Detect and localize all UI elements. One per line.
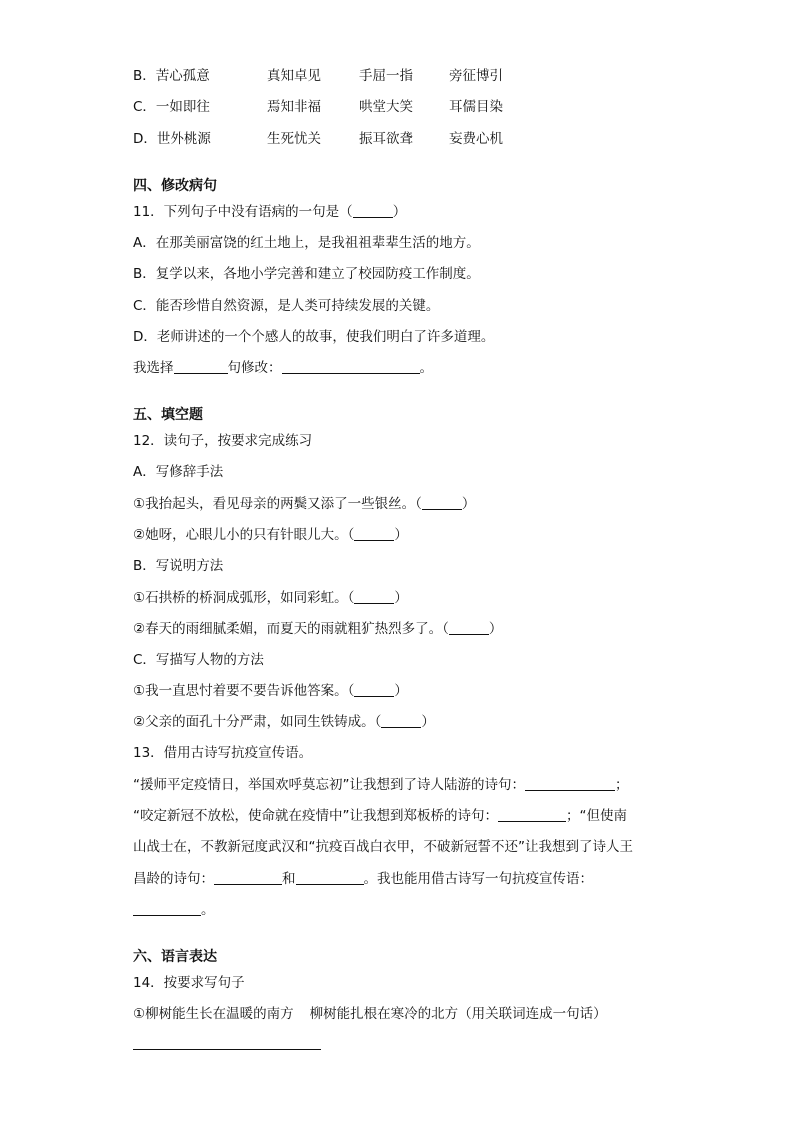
option-word: 振耳欲聋 xyxy=(359,131,413,147)
section-heading-4: 四、修改病句 xyxy=(133,178,217,194)
q11-answer-line: 我选择 句修改： 。 xyxy=(133,360,433,376)
answer-blank[interactable] xyxy=(133,901,201,916)
option-label: D．世外桃源 xyxy=(133,131,211,147)
answer-blank[interactable] xyxy=(282,359,420,374)
q12-b2: ②春天的雨细腻柔媚，而夏天的雨就粗犷热烈多了。（ ） xyxy=(133,621,503,637)
answer-blank[interactable] xyxy=(354,682,394,697)
q13-line-4: 昌龄的诗句： 和 。我也能用借古诗写一句抗疫宣传语： xyxy=(133,871,593,887)
q11-option-a: A．在那美丽富饶的红土地上，是我祖祖辈辈生活的地方。 xyxy=(133,235,480,251)
answer-blank[interactable] xyxy=(174,359,228,374)
answer-line[interactable] xyxy=(133,1049,321,1050)
option-label: C．一如即往 xyxy=(133,99,210,115)
option-word: 耳儒目染 xyxy=(449,99,503,115)
question-13-stem: 13．借用古诗写抗疫宣传语。 xyxy=(133,745,313,761)
section-heading-6: 六、语言表达 xyxy=(133,949,217,965)
answer-blank[interactable] xyxy=(214,870,282,885)
option-word: 哄堂大笑 xyxy=(359,99,413,115)
question-11-stem: 11．下列句子中没有语病的一句是（ ） xyxy=(133,204,407,220)
q11-option-b: B．复学以来，各地小学完善和建立了校园防疫工作制度。 xyxy=(133,266,480,282)
q12-part-b-title: B．写说明方法 xyxy=(133,558,224,574)
q12-c2: ②父亲的面孔十分严肃，如同生铁铸成。（ ） xyxy=(133,714,435,730)
answer-blank[interactable] xyxy=(498,807,566,822)
q11-option-d: D．老师讲述的一个个感人的故事，使我们明白了许多道理。 xyxy=(133,329,495,345)
option-word: 焉知非福 xyxy=(267,99,321,115)
option-word: 生死忧关 xyxy=(267,131,321,147)
option-word: 手屈一指 xyxy=(359,68,413,84)
q12-part-c-title: C．写描写人物的方法 xyxy=(133,652,264,668)
q13-line-2: “咬定新冠不放松，使命就在疫情中”让我想到郑板桥的诗句： ；“但使南 xyxy=(133,808,627,824)
q13-line-5: 。 xyxy=(133,900,215,920)
answer-blank[interactable] xyxy=(354,526,394,541)
answer-blank[interactable] xyxy=(381,713,421,728)
q12-c1: ①我一直思忖着要不要告诉他答案。（ ） xyxy=(133,683,408,699)
q12-a2: ②她呀，心眼儿小的只有针眼儿大。（ ） xyxy=(133,527,408,543)
q13-line-3: 山战士在，不教新冠度武汉和“抗疫百战白衣甲，不破新冠誓不还”让我想到了诗人王 xyxy=(133,839,633,855)
q12-a1: ①我抬起头，看见母亲的两鬓又添了一些银丝。（ ） xyxy=(133,496,476,512)
q13-line-1: “援师平定疫情日，举国欢呼莫忘初”让我想到了诗人陆游的诗句： ； xyxy=(133,777,629,793)
q14-item-1: ①柳树能生长在温暖的南方 柳树能扎根在寒冷的北方（用关联词连成一句话） xyxy=(133,1006,607,1022)
answer-blank[interactable] xyxy=(354,589,394,604)
answer-blank[interactable] xyxy=(422,495,462,510)
q11-option-c: C．能否珍惜自然资源，是人类可持续发展的关键。 xyxy=(133,298,440,314)
option-label: B．苦心孤意 xyxy=(133,68,210,84)
q12-part-a-title: A．写修辞手法 xyxy=(133,464,224,480)
option-word: 妄费心机 xyxy=(449,131,503,147)
option-word: 旁征博引 xyxy=(449,68,503,84)
answer-blank[interactable] xyxy=(525,776,615,791)
answer-blank[interactable] xyxy=(353,203,393,218)
question-14-stem: 14．按要求写句子 xyxy=(133,975,245,991)
answer-blank[interactable] xyxy=(449,620,489,635)
section-heading-5: 五、填空题 xyxy=(133,407,203,423)
question-12-stem: 12．读句子，按要求完成练习 xyxy=(133,433,313,449)
q12-b1: ①石拱桥的桥洞成弧形，如同彩虹。（ ） xyxy=(133,590,408,606)
answer-blank[interactable] xyxy=(296,870,364,885)
option-word: 真知卓见 xyxy=(267,68,321,84)
